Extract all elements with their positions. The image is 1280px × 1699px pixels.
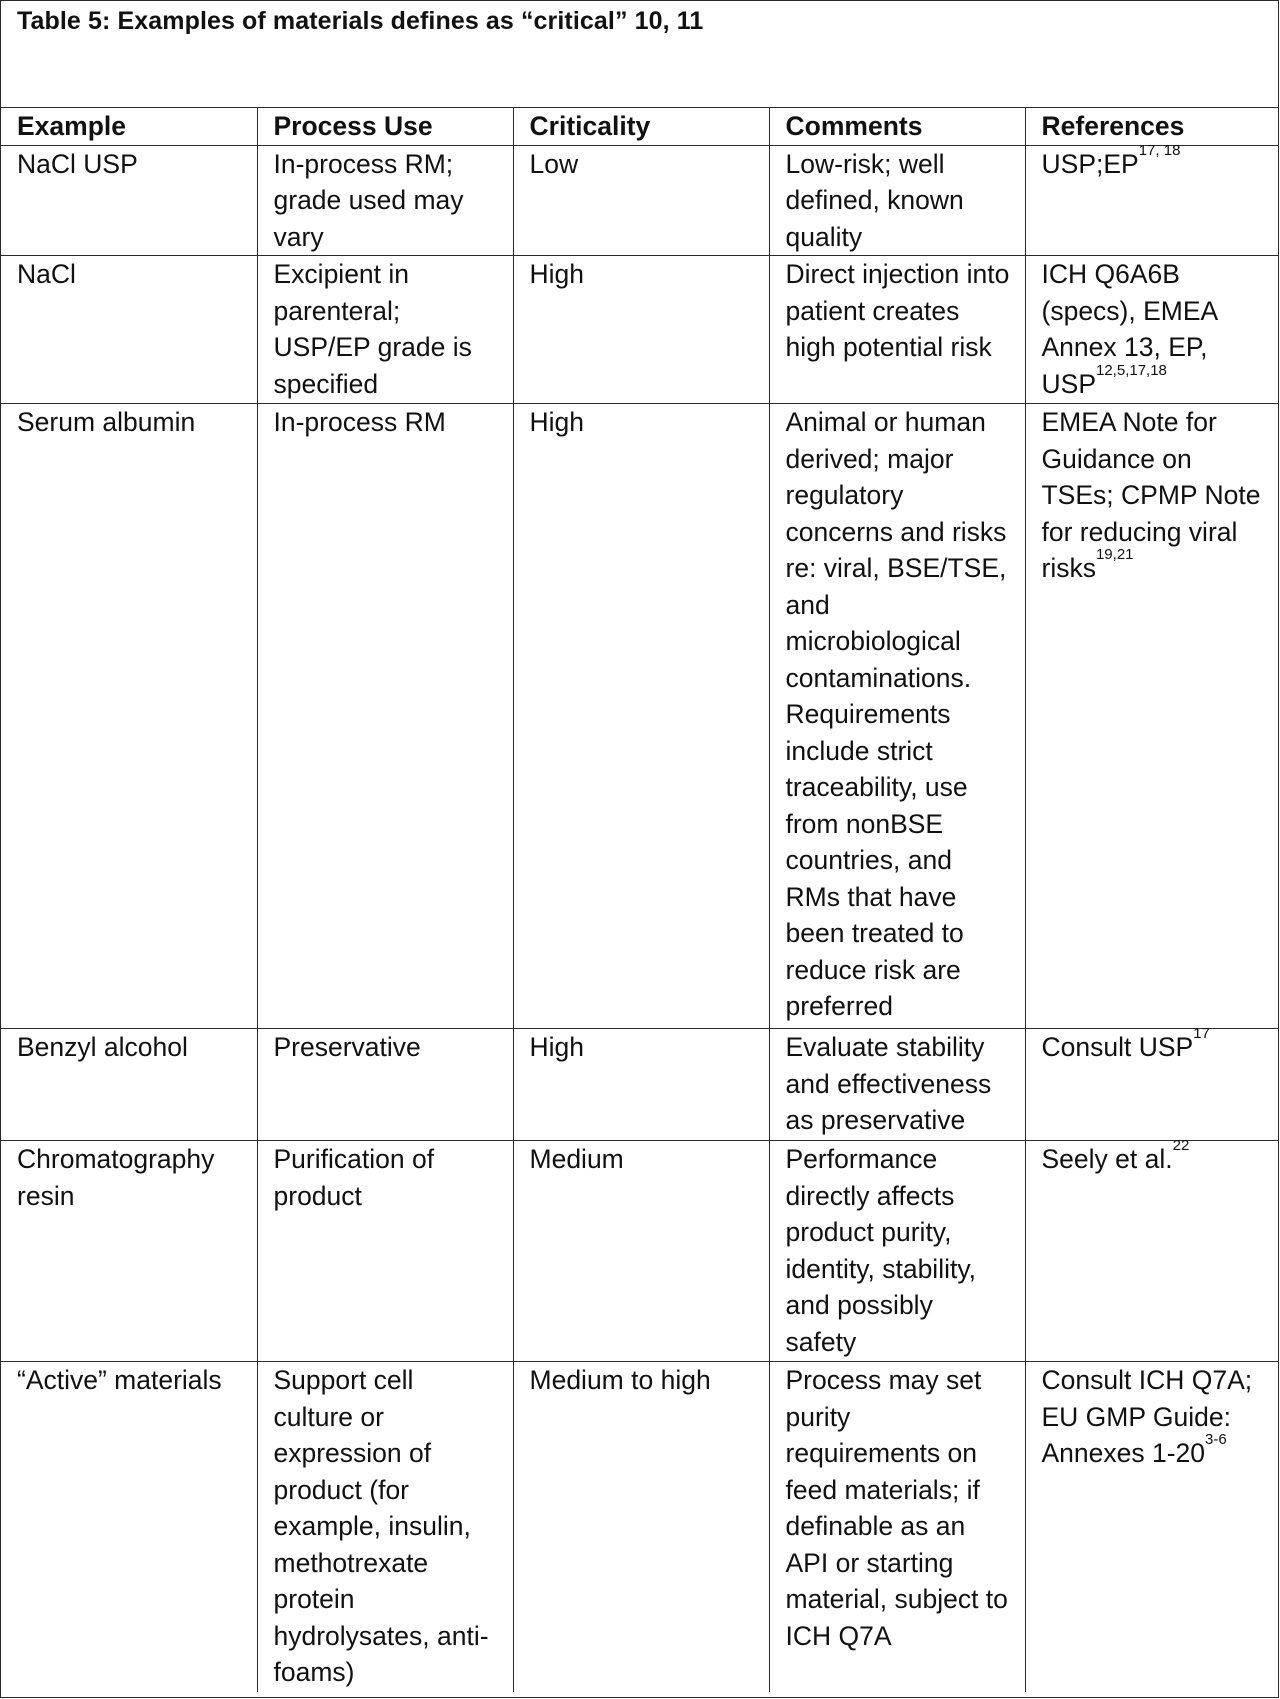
cell-example: NaCl (1, 256, 257, 404)
cell-comments: Performance directly affects product purity, identity, stability, and possibly safety (769, 1141, 1025, 1362)
materials-table (1, 108, 1278, 1692)
cell-references (1025, 1137, 1278, 1362)
table-row (1, 256, 1278, 404)
cell-process-use: Support cell culture or expression of product (for example, insulin, methotrexate protein hydrolysates, anti-foams) (257, 1362, 513, 1692)
reference-text: EMEA Note for Guidance on TSEs; CPMP Note for reducing viral risks (1041, 407, 1261, 583)
table-title: Table 5: Examples of materials defines as “critical” 10, 11 (1, 1, 1278, 108)
reference-text: Seely et al. (1041, 1144, 1173, 1174)
cell-example: “Active” materials (1, 1362, 257, 1692)
table-row (1, 1029, 1278, 1141)
header-process-use: Process Use (257, 108, 513, 145)
cell-comments: Animal or human derived; major regulatory concerns and risks re: viral, BSE/TSE, and microbiological contaminations. Requirements include strict traceability, use from nonBSE countries, and RMs that have been treated to reduce risk are preferred (769, 404, 1025, 1029)
cell-process-use: In-process RM (257, 404, 513, 1029)
cell-criticality: Medium (513, 1141, 769, 1362)
header-criticality: Criticality (513, 108, 769, 145)
header-example: Example (1, 108, 257, 145)
table-row (1, 145, 1278, 256)
cell-references (1025, 141, 1278, 256)
cell-process-use: In-process RM; grade used may vary (257, 145, 513, 256)
cell-references (1025, 1025, 1278, 1141)
header-row (1, 108, 1278, 145)
reference-superscript: 12,5,17,18 (1096, 361, 1167, 379)
cell-example: Chromatography resin (1, 1141, 257, 1362)
cell-references (1025, 1362, 1278, 1692)
cell-criticality: High (513, 256, 769, 404)
reference-superscript: 22 (1172, 1137, 1190, 1154)
cell-comments: Evaluate stability and effectiveness as preservative (769, 1029, 1025, 1141)
table-row (1, 1362, 1278, 1692)
cell-comments: Process may set purity requirements on feed materials; if definable as an API or starting material, subject to ICH Q7A (769, 1362, 1025, 1692)
header-comments: Comments (769, 108, 1025, 145)
cell-process-use: Preservative (257, 1029, 513, 1141)
cell-example: Benzyl alcohol (1, 1029, 257, 1141)
cell-process-use: Excipient in parenteral; USP/EP grade is specified (257, 256, 513, 404)
cell-criticality: Medium to high (513, 1362, 769, 1692)
reference-superscript: 17 (1193, 1025, 1210, 1042)
reference-superscript: 3-6 (1205, 1431, 1227, 1448)
cell-process-use: Purification of product (257, 1141, 513, 1362)
cell-criticality: Low (513, 145, 769, 256)
table-row (1, 1141, 1278, 1362)
cell-comments: Direct injection into patient creates high potential risk (769, 256, 1025, 404)
cell-example: Serum albumin (1, 404, 257, 1029)
reference-text: USP;EP (1041, 148, 1139, 179)
cell-criticality: High (513, 404, 769, 1029)
cell-comments: Low-risk; well defined, known quality (769, 145, 1025, 256)
reference-text: Consult ICH Q7A; EU GMP Guide: Annexes 1-20 (1041, 1365, 1253, 1468)
reference-superscript: 17, 18 (1138, 141, 1181, 159)
table-row (1, 404, 1278, 1029)
cell-references (1025, 404, 1278, 1029)
header-references: References (1025, 108, 1278, 145)
cell-example: NaCl USP (1, 145, 257, 256)
cell-references (1025, 256, 1278, 404)
cell-criticality: High (513, 1029, 769, 1141)
reference-text: ICH Q6A6B (specs), EMEA Annex 13, EP, USP (1041, 259, 1217, 399)
reference-text: Consult USP (1041, 1032, 1194, 1062)
reference-superscript: 19,21 (1095, 546, 1134, 563)
